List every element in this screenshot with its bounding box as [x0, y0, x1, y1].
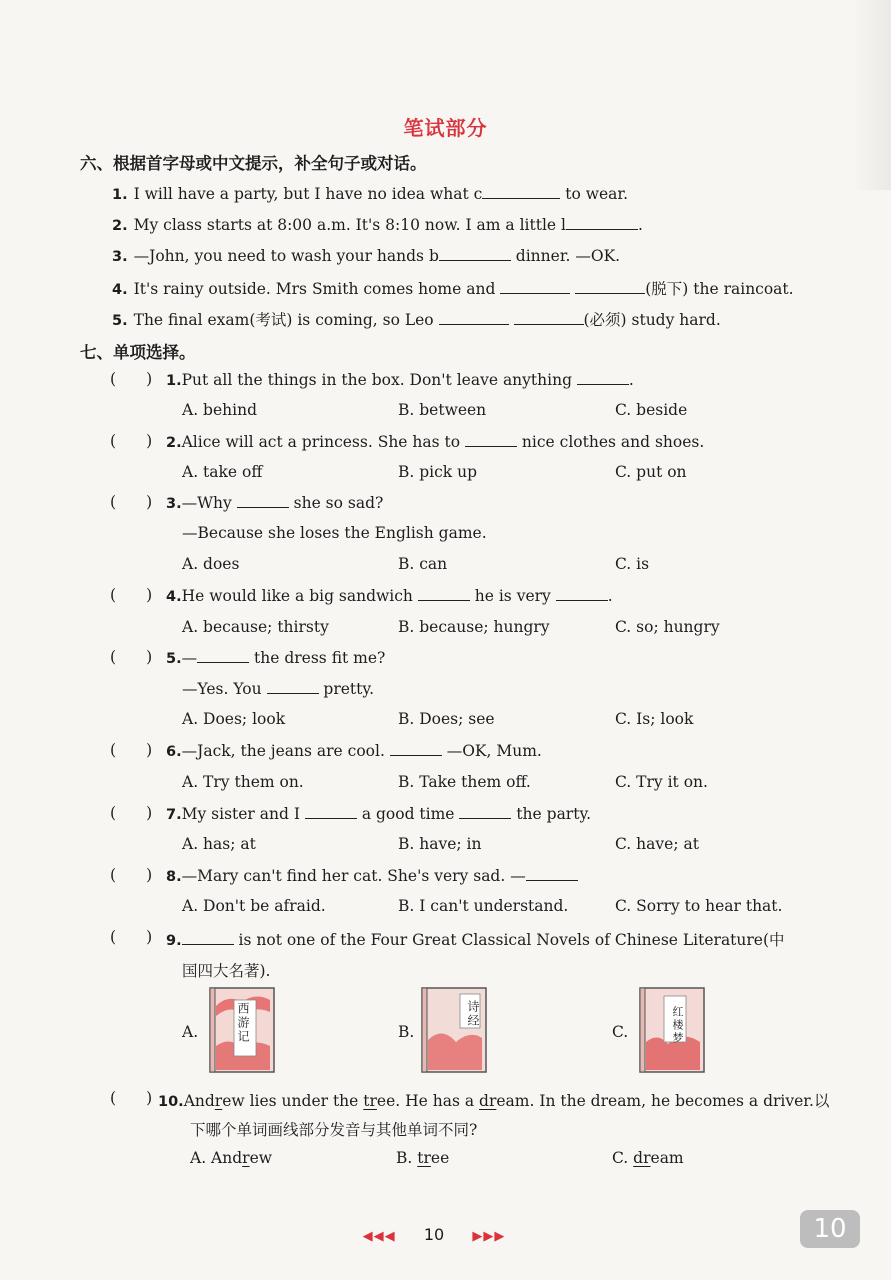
q10-line2: 下哪个单词画线部分发音与其他单词不同? [190, 1121, 478, 1139]
blank[interactable] [566, 215, 638, 230]
answer-paren[interactable]: ( ) [110, 432, 153, 450]
q4-option-a[interactable]: A. because; thirsty [182, 618, 329, 636]
q9-option-a[interactable]: A. [182, 1023, 199, 1041]
answer-paren[interactable]: ( ) [110, 928, 153, 946]
q2-option-a[interactable]: A. take off [182, 463, 263, 481]
answer-paren[interactable]: ( ) [110, 741, 153, 759]
q3: 3.—Why she so sad? [166, 494, 384, 512]
q8: 8.—Mary can't find her cat. She's very sad. — [166, 866, 578, 885]
q5-line2: —Yes. You pretty. [182, 680, 375, 698]
q3-option-c[interactable]: C. is [615, 555, 650, 573]
q5: 5.— the dress fit me? [166, 649, 386, 667]
answer-paren[interactable]: ( ) [110, 586, 153, 604]
q6-option-c[interactable]: C. Try it on. [615, 773, 708, 791]
answer-paren[interactable]: ( ) [110, 866, 153, 884]
q9: 9. is not one of the Four Great Classical Novels of Chinese Literature(中 [166, 931, 785, 949]
section-6-heading: 六、根据首字母或中文提示，补全句子或对话。 [80, 154, 427, 173]
q2-option-c[interactable]: C. put on [615, 463, 687, 481]
q10: 10.Andrew lies under the tree. He has a dream. In the dream, he becomes a driver.以 [158, 1092, 830, 1110]
q8-option-b[interactable]: B. I can't understand. [398, 897, 569, 915]
q10-option-c[interactable]: C. dream [612, 1149, 684, 1167]
page-shadow [851, 0, 891, 190]
answer-paren[interactable]: ( ) [110, 804, 153, 822]
q4: 4.He would like a big sandwich he is very . [166, 587, 613, 605]
s6-item-2: 2. My class starts at 8:00 a.m. It's 8:10 now. I am a little l . [112, 216, 643, 234]
blank[interactable] [439, 246, 511, 261]
q2-option-b[interactable]: B. pick up [398, 463, 478, 481]
q5-option-b[interactable]: B. Does; see [398, 710, 495, 728]
s6-item-3: 3. —John, you need to wash your hands b dinner. —OK. [112, 247, 621, 265]
section-7-heading: 七、单项选择。 [80, 343, 196, 362]
q5-option-c[interactable]: C. Is; look [615, 710, 694, 728]
q7-option-c[interactable]: C. have; at [615, 835, 699, 853]
q9-option-b[interactable]: B. [398, 1023, 415, 1041]
q1-option-a[interactable]: A. behind [182, 401, 257, 419]
s6-item-5: 5. The final exam(考试) is coming, so Leo (必须) study hard. [112, 311, 721, 329]
blank[interactable] [575, 279, 645, 294]
q1-option-b[interactable]: B. between [398, 401, 487, 419]
next-arrows-icon: ▶▶▶ [472, 1229, 506, 1244]
q10-option-b[interactable]: B. tree [396, 1149, 450, 1167]
blank[interactable] [514, 310, 584, 325]
q7-option-a[interactable]: A. has; at [182, 835, 256, 853]
answer-paren[interactable]: ( ) [110, 370, 153, 388]
q3-line2: —Because she loses the English game. [182, 524, 487, 542]
q1: 1.Put all the things in the box. Don't leave anything . [166, 371, 634, 389]
q1-option-c[interactable]: C. beside [615, 401, 688, 419]
page-badge: 10 [800, 1210, 860, 1248]
s6-item-1: 1. I will have a party, but I have no idea what c to wear. [112, 185, 629, 203]
q5-option-a[interactable]: A. Does; look [182, 710, 286, 728]
q9-option-c[interactable]: C. [612, 1023, 629, 1041]
book-title-b: 诗经 [466, 1000, 480, 1028]
book-title-a: 西游记 [236, 1002, 250, 1044]
page-number: 10 [423, 1225, 445, 1244]
answer-paren[interactable]: ( ) [110, 1089, 153, 1107]
answer-paren[interactable]: ( ) [110, 648, 153, 666]
q6-option-b[interactable]: B. Take them off. [398, 773, 531, 791]
q2: 2.Alice will act a princess. She has to nice clothes and shoes. [166, 433, 705, 451]
s6-item-4: 4. It's rainy outside. Mrs Smith comes home and (脱下) the raincoat. [112, 280, 794, 298]
prev-arrows-icon: ◀◀◀ [362, 1229, 396, 1244]
blank[interactable] [439, 310, 509, 325]
q6: 6.—Jack, the jeans are cool. —OK, Mum. [166, 742, 542, 760]
page-footer [0, 1225, 868, 1244]
q4-option-c[interactable]: C. so; hungry [615, 618, 720, 636]
q8-option-c[interactable]: C. Sorry to hear that. [615, 897, 783, 915]
q10-option-a[interactable]: A. Andrew [190, 1149, 273, 1167]
q6-option-a[interactable]: A. Try them on. [182, 773, 304, 791]
q4-option-b[interactable]: B. because; hungry [398, 618, 550, 636]
blank[interactable] [482, 184, 560, 199]
q7: 7.My sister and I a good time the party. [166, 805, 592, 823]
q8-option-a[interactable]: A. Don't be afraid. [182, 897, 326, 915]
blank[interactable] [500, 279, 570, 294]
page-title: 笔试部分 [403, 116, 488, 140]
q7-option-b[interactable]: B. have; in [398, 835, 482, 853]
q3-option-b[interactable]: B. can [398, 555, 448, 573]
answer-paren[interactable]: ( ) [110, 493, 153, 511]
q9-line2: 国四大名著). [182, 962, 271, 980]
q3-option-a[interactable]: A. does [182, 555, 240, 573]
book-title-c: 红楼梦 [671, 1006, 684, 1045]
